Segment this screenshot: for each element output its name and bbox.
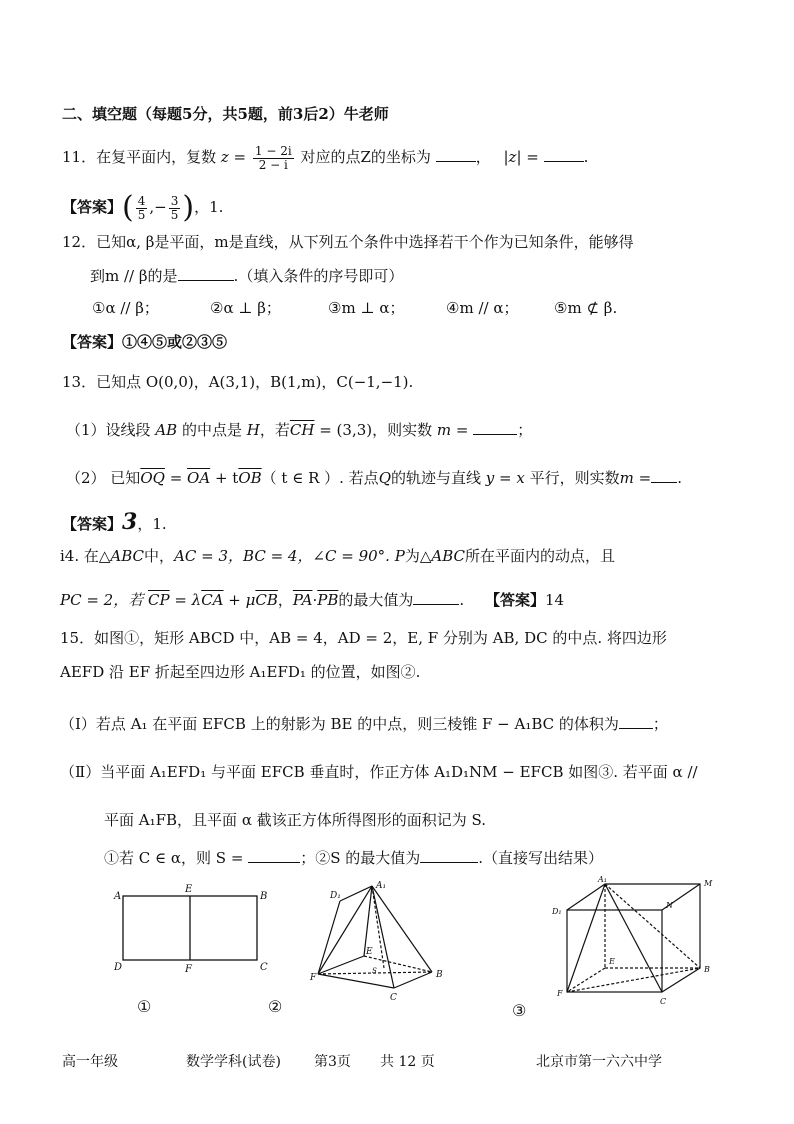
- q15-part2-line3: [104, 848, 603, 868]
- q15-part2e: .（直接写出结果）: [478, 849, 604, 867]
- q12-cond-3: ③m ⊥ α；: [328, 299, 405, 317]
- q13-p1e: ，若: [259, 421, 290, 439]
- q15-blank-1[interactable]: [619, 714, 653, 729]
- q14-vector-cb: $\overline{CB}$: [255, 591, 278, 609]
- q12-cond-2: ②α ⊥ β；: [210, 299, 281, 317]
- q11-denominator: 2 − i: [258, 157, 288, 172]
- q13-blank-1[interactable]: [473, 420, 517, 435]
- q14-l1e: P: [394, 547, 405, 565]
- fig2-label-c: C: [390, 993, 397, 1003]
- q15-line2: AEFD 沿 EF 折起至四边形 A₁EFD₁ 的位置，如图②.: [60, 663, 421, 681]
- a13-handwritten: 3: [122, 509, 138, 535]
- q13-p2c: + t: [210, 469, 239, 487]
- q14-l2d: ，: [277, 591, 293, 609]
- q15-blank-3[interactable]: [420, 848, 478, 863]
- fig3-label-n: N: [666, 901, 673, 910]
- q12-blank[interactable]: [178, 266, 234, 281]
- q15-part2-line1: （Ⅱ）当平面 A₁EFD₁ 与平面 EFCB 垂直时，作正方体 A₁D₁NM − EFCB 如图③. 若平面 α //: [60, 763, 698, 781]
- q15-part1b: ；: [652, 715, 668, 733]
- a11-frac-1: [136, 195, 148, 222]
- fig1-label-e: E: [185, 884, 193, 895]
- a11-rparen: ): [182, 190, 195, 225]
- q14-l2c: + μ: [223, 591, 256, 609]
- q11-mid: 对应的点Z的坐标为: [300, 148, 431, 166]
- q13-vector-oa: $\overline{OA}$: [187, 469, 211, 487]
- q14-l2f: 的最大值为: [338, 591, 414, 609]
- q13-p1a: （1）设线段: [66, 421, 151, 439]
- q13-p1c: 的中点是: [181, 421, 242, 439]
- fig1-label-f: F: [185, 964, 192, 975]
- fig3-label-c: C: [660, 997, 667, 1006]
- fig2-label-f: F: [310, 973, 317, 983]
- q15-blank-2[interactable]: [248, 848, 300, 863]
- q12-line2b: .（填入条件的序号即可）: [233, 267, 404, 285]
- fig2-label-a1: A₁: [376, 881, 387, 891]
- footer-subject: 数学学科(试卷): [186, 1054, 281, 1070]
- q12-line1: 12．已知α, β是平面，m是直线，从下列五个条件中选择若干个作为已知条件，能够得: [62, 233, 634, 251]
- answer-12: 【答案】①④⑤或②③⑤: [62, 333, 228, 351]
- fig3-label-a1: A₁: [598, 876, 607, 884]
- q11-blank-2[interactable]: [544, 147, 584, 162]
- a14-label: 【答案】: [484, 591, 545, 609]
- a11-label: 【答案】: [62, 198, 123, 216]
- q13-vector-oq: $\overline{OQ}$: [140, 469, 165, 487]
- q13-part2: [66, 468, 682, 488]
- q14-vector-pa: $\overline{PA}$: [292, 591, 313, 609]
- q11-prefix: 11．在复平面内，复数: [62, 148, 217, 166]
- q15-part2-line2: 平面 A₁FB，且平面 α 截该正方体所得图形的面积记为 S.: [104, 811, 486, 829]
- q14-l2a: PC = 2，若: [60, 591, 148, 609]
- q13-p2f: 的轨迹与直线: [391, 469, 482, 487]
- q12-cond-1: ①α // β；: [92, 299, 159, 317]
- fig3-label-m: M: [704, 879, 713, 888]
- q14-l1d: AC = 3，BC = 4，∠C = 90°.: [174, 547, 390, 565]
- a11-tail: ，1.: [194, 198, 224, 216]
- q15-part2c: ①若 C ∈ α，则 S =: [104, 849, 244, 867]
- fig3-label-e: E: [609, 957, 615, 966]
- q11-end: .: [583, 148, 589, 166]
- q15-part1: [60, 714, 668, 734]
- q15-part1a: （Ⅰ）若点 A₁ 在平面 EFCB 上的射影为 BE 的中点，则三棱锥 F − A₁BC 的体积为: [60, 715, 619, 733]
- question-11: 11．在复平面内，复数 z = $\frac{1 - 2i}{2 - i}$ 对应的点Z的坐标为 ， |z| = .: [62, 143, 589, 172]
- q14-l2b: = λ: [169, 591, 202, 609]
- a11-n1: 4: [137, 193, 146, 208]
- q13-vector-ob: $\overline{OB}$: [238, 469, 262, 487]
- fig2-label-e: E: [366, 947, 373, 957]
- q12-cond-4: ④m // α；: [446, 299, 519, 317]
- a11-frac-2: [169, 195, 181, 222]
- a14-value: 14: [544, 591, 565, 609]
- q13-p2j: .: [677, 469, 682, 487]
- q13-p2h: 平行，则实数: [529, 469, 620, 487]
- footer-grade: 高一年级: [62, 1054, 118, 1070]
- q14-l2g: .: [459, 591, 465, 609]
- section-title: 二、填空题（每题5分，共5题，前3后2）牛老师: [62, 105, 389, 123]
- q13-line1: 13．已知点 O(0,0)，A(3,1)，B(1,m)，C(−1,−1).: [62, 373, 414, 391]
- q14-vector-cp: $\overline{CP}$: [148, 591, 170, 609]
- answer-11: [62, 190, 223, 224]
- fig3-label-b: B: [704, 965, 710, 974]
- q14-l1g: ABC: [431, 547, 465, 565]
- q13-p1g: m =: [436, 421, 469, 439]
- q13-p1d: H: [246, 421, 260, 439]
- figures: [0, 876, 794, 1026]
- q14-line1: [60, 546, 615, 566]
- q14-l1f: 为△: [404, 547, 432, 565]
- q11-abs: |z| =: [503, 148, 539, 166]
- q13-part1: [66, 420, 532, 440]
- fig1-label-b: B: [260, 891, 268, 902]
- figure-3: [567, 884, 700, 992]
- q13-p2g: y = x: [485, 469, 525, 487]
- fig2-label-b: B: [436, 970, 443, 980]
- q14-vector-pb: $\overline{PB}$: [317, 591, 339, 609]
- q12-line2: [90, 266, 403, 286]
- q14-blank[interactable]: [413, 590, 459, 605]
- q13-p1h: ；: [517, 421, 533, 439]
- q14-line2: [60, 590, 564, 610]
- fig3-caption: ③: [512, 1001, 527, 1020]
- q15-part2d: ；②S 的最大值为: [300, 849, 421, 867]
- a11-d1: 5: [137, 207, 146, 222]
- q13-blank-2[interactable]: [651, 468, 677, 483]
- q11-numerator: 1 − 2i: [254, 143, 292, 158]
- answer-13: [62, 509, 167, 535]
- q14-l1h: 所在平面内的动点，且: [465, 547, 616, 565]
- q13-vector-ch: $\overline{CH}$: [289, 421, 315, 439]
- a11-sep: ,−: [149, 198, 167, 216]
- q13-p1b: AB: [155, 421, 178, 439]
- q14-vector-ca: $\overline{CA}$: [201, 591, 224, 609]
- q11-z: z =: [220, 148, 247, 166]
- fig3-label-f: F: [557, 989, 563, 998]
- fig1-label-c: C: [260, 962, 268, 973]
- q12-cond-5: ⑤m ⊄ β.: [554, 299, 618, 317]
- q11-blank-1[interactable]: [436, 147, 476, 162]
- fig1-label-d: D: [114, 962, 123, 973]
- q13-p2i: m =: [619, 469, 652, 487]
- q15-line1: 15．如图①，矩形 ABCD 中，AB = 4，AD = 2，E, F 分别为 AB, DC 的中点. 将四边形: [60, 629, 667, 647]
- a11-lparen: (: [122, 190, 134, 225]
- a13-label: 【答案】: [62, 515, 123, 533]
- fig2-caption: ②: [268, 997, 283, 1016]
- fig1-label-a: A: [114, 891, 122, 902]
- footer-page: 第3页: [314, 1054, 351, 1070]
- fig1-caption: ①: [137, 997, 152, 1016]
- a13-tail: ，1.: [137, 515, 167, 533]
- q12-line2a: 到m // β的是: [90, 267, 178, 285]
- a11-d2: 5: [170, 207, 179, 222]
- q12-conditions: [92, 298, 617, 318]
- q14-l1b: ABC: [110, 547, 145, 565]
- q14-l1c: 中，: [144, 547, 175, 565]
- q13-p2e: Q: [378, 469, 391, 487]
- q13-p1f: = (3,3)，则实数: [314, 421, 433, 439]
- figure-1: [123, 896, 257, 960]
- fig2-label-d1: D₁: [330, 891, 341, 901]
- q13-p2b: =: [164, 469, 188, 487]
- q14-l1a: i4. 在△: [60, 547, 111, 565]
- a11-n2: 3: [170, 193, 179, 208]
- q11-fraction: [253, 145, 294, 172]
- q13-p2d: （ t ∈ R ）. 若点: [261, 469, 379, 487]
- q13-p2a: （2） 已知: [66, 469, 141, 487]
- q14-l2e: ·: [312, 591, 318, 609]
- fig2-label-s: S: [372, 967, 377, 975]
- fig3-label-d1: D₁: [552, 907, 562, 916]
- footer-total: 共 12 页: [380, 1054, 435, 1070]
- footer-school: 北京市第一六六中学: [536, 1054, 662, 1070]
